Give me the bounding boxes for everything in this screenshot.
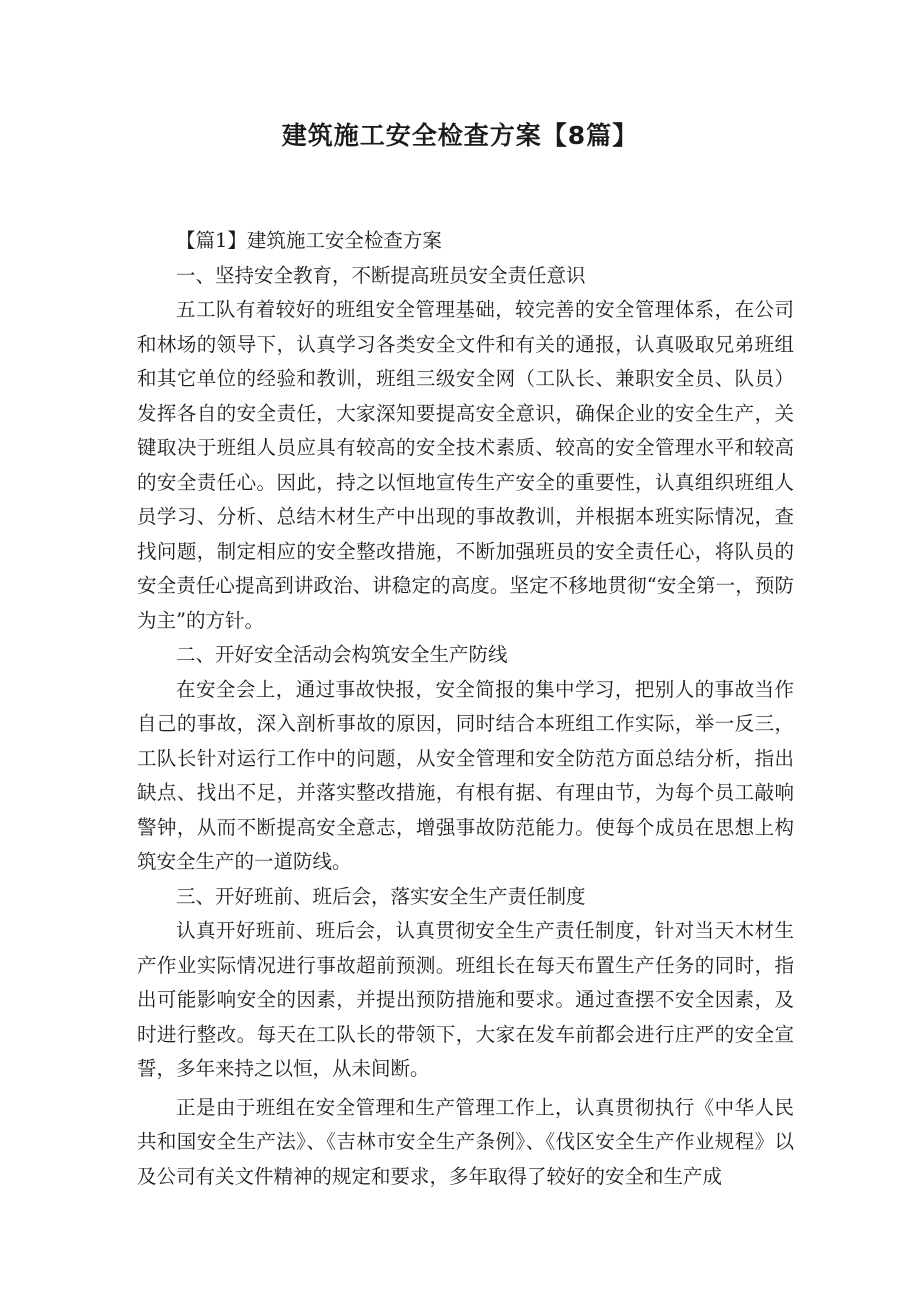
section-heading-1: 一、坚持安全教育，不断提高班员安全责任意识 [176,263,586,287]
section-heading-2: 二、开好安全活动会构筑安全生产防线 [176,643,508,666]
section-heading-part-1: 【篇1】建筑施工安全检查方案 [176,229,442,252]
document-title: 建筑施工安全检查方案【8篇】 [281,121,639,150]
section-heading-3: 三、开好班前、班后会，落实安全生产责任制度 [176,884,586,908]
body-paragraph: 在安全会上，通过事故快报，安全简报的集中学习，把别人的事故当作自己的事故，深入剖析事故的原因，同时结合本班组工作实际，举一反三，工队长针对运行工作中的问题，从安全管理和安全防范方面总结分析，指出缺点、找出不足，并落实整改措施，有根有据、有理由节，为每个员工敲响警钟，从而不断提高安全意志，增强事故防范能力。使每个成员在思想上构筑安全生产的一道防线。 [137,677,794,873]
body-paragraph: 认真开好班前、班后会，认真贯彻安全生产责任制度，针对当天木材生产作业实际情况进行事故超前预测。班组长在每天布置生产任务的同时，指出可能影响安全的因素，并提出预防措施和要求。通过查摆不安全因素，及时进行整改。每天在工队长的带领下，大家在发车前都会进行庄严的安全宣誓，多年来持之以恒，从未间断。 [137,919,794,1080]
body-paragraph: 五工队有着较好的班组安全管理基础，较完善的安全管理体系，在公司和林场的领导下，认真学习各类安全文件和有关的通报，认真吸取兄弟班组和其它单位的经验和教训，班组三级安全网（工队长、兼职安全员、队员）发挥各自的安全责任，大家深知要提高安全意识，确保企业的安全生产，关键取决于班组人员应具有较高的安全技术素质、较高的安全管理水平和较高的安全责任心。因此，持之以恒地宣传生产安全的重要性，认真组织班组人员学习、分析、总结木材生产中出现的事故教训，并根据本班实际情况，查找问题，制定相应的安全整改措施，不断加强班员的安全责任心，将队员的安全责任心提高到讲政治、讲稳定的高度。坚定不移地贯彻“安全第一，预防为主”的方针。 [137,298,794,632]
body-paragraph: 正是由于班组在安全管理和生产管理工作上，认真贯彻执行《中华人民共和国安全生产法》、《吉林市安全生产条例》、《伐区安全生产作业规程》以及公司有关文件精神的规定和要求，多年取得了较好的安全和生产成 [137,1095,794,1188]
document-body [137,224,794,1194]
